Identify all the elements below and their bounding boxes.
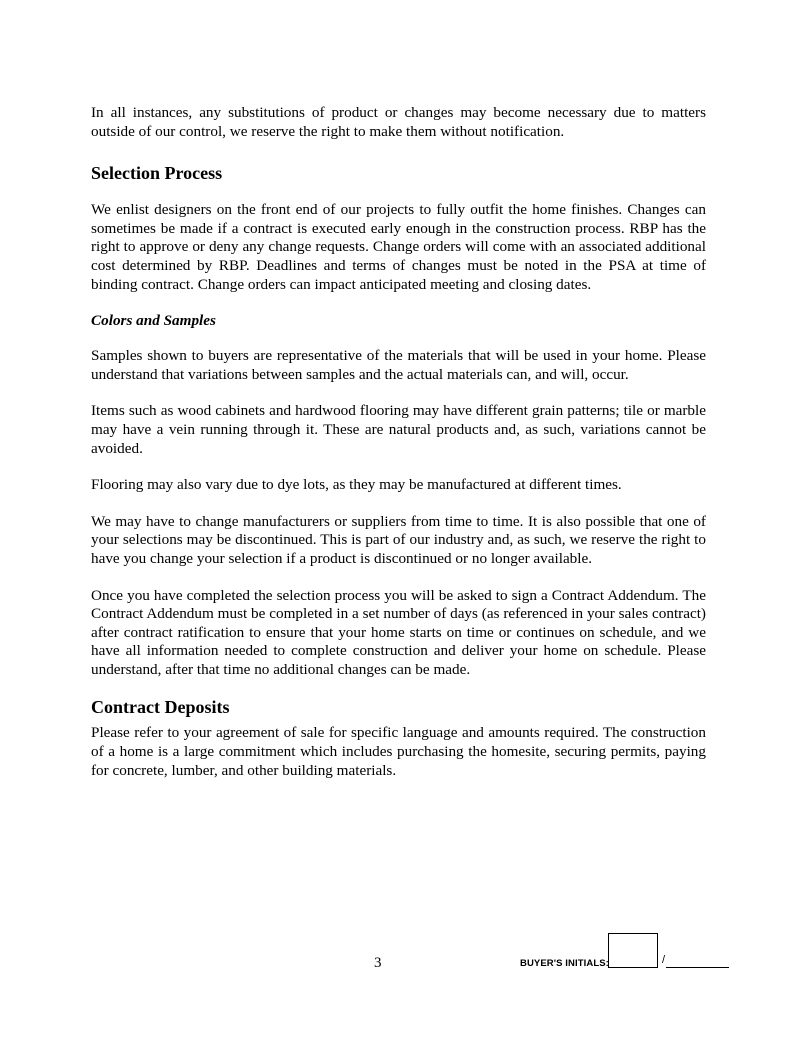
buyers-initials-label: BUYER'S INITIALS: [520,958,609,969]
page-number: 3 [374,955,382,971]
selection-process-paragraph: We enlist designers on the front end of our projects to fully outfit the home finishes. Changes can sometimes be made if a contract is executed early enough in the construction process. RBP has the right to approve or deny any change requests. Change orders will come with an associated additional cost determined by RBP. Deadlines and terms of changes must be noted in the PSA at time of binding contract. Change orders can impact anticipated meeting and closing dates. [91,201,706,293]
contract-deposits-heading: Contract Deposits [91,697,230,718]
buyer-initials-box[interactable] [608,933,658,968]
colors-samples-paragraph-3: Flooring may also vary due to dye lots, as they may be manufactured at different times. [91,476,622,494]
colors-and-samples-heading: Colors and Samples [91,312,216,330]
colors-samples-paragraph-2: Items such as wood cabinets and hardwood flooring may have different grain patterns; tile or marble may have a vein running through it. These are natural products and, as such, variations cannot be avoided. [91,402,706,457]
colors-samples-paragraph-4: We may have to change manufacturers or suppliers from time to time. It is also possible that one of your selections may be discontinued. This is part of our industry and, as such, we reserve the right to have you change your selection if a product is discontinued or no longer available. [91,512,706,567]
initials-separator: / [662,954,666,966]
contract-deposits-paragraph: Please refer to your agreement of sale for specific language and amounts required. The construction of a home is a large commitment which includes purchasing the homesite, securing permits, paying for concrete, lumber, and other building materials. [91,724,706,779]
co-buyer-initials-line[interactable] [666,967,729,968]
colors-samples-paragraph-1: Samples shown to buyers are representative of the materials that will be used in your home. Please understand that variations between samples and the actual materials can, and will, occur. [91,347,706,383]
page-content [91,104,706,780]
colors-samples-paragraph-5: Once you have completed the selection process you will be asked to sign a Contract Addendum. The Contract Addendum must be completed in a set number of days (as referenced in your sales contract) after contract ratification to ensure that your home starts on time or continues on schedule, and we have all information needed to complete construction and deliver your home on schedule. Please understand, after that time no additional changes can be made. [91,586,706,678]
intro-paragraph: In all instances, any substitutions of product or changes may become necessary due to matters outside of our control, we reserve the right to make them without notification. [91,104,706,140]
selection-process-heading: Selection Process [91,163,223,184]
